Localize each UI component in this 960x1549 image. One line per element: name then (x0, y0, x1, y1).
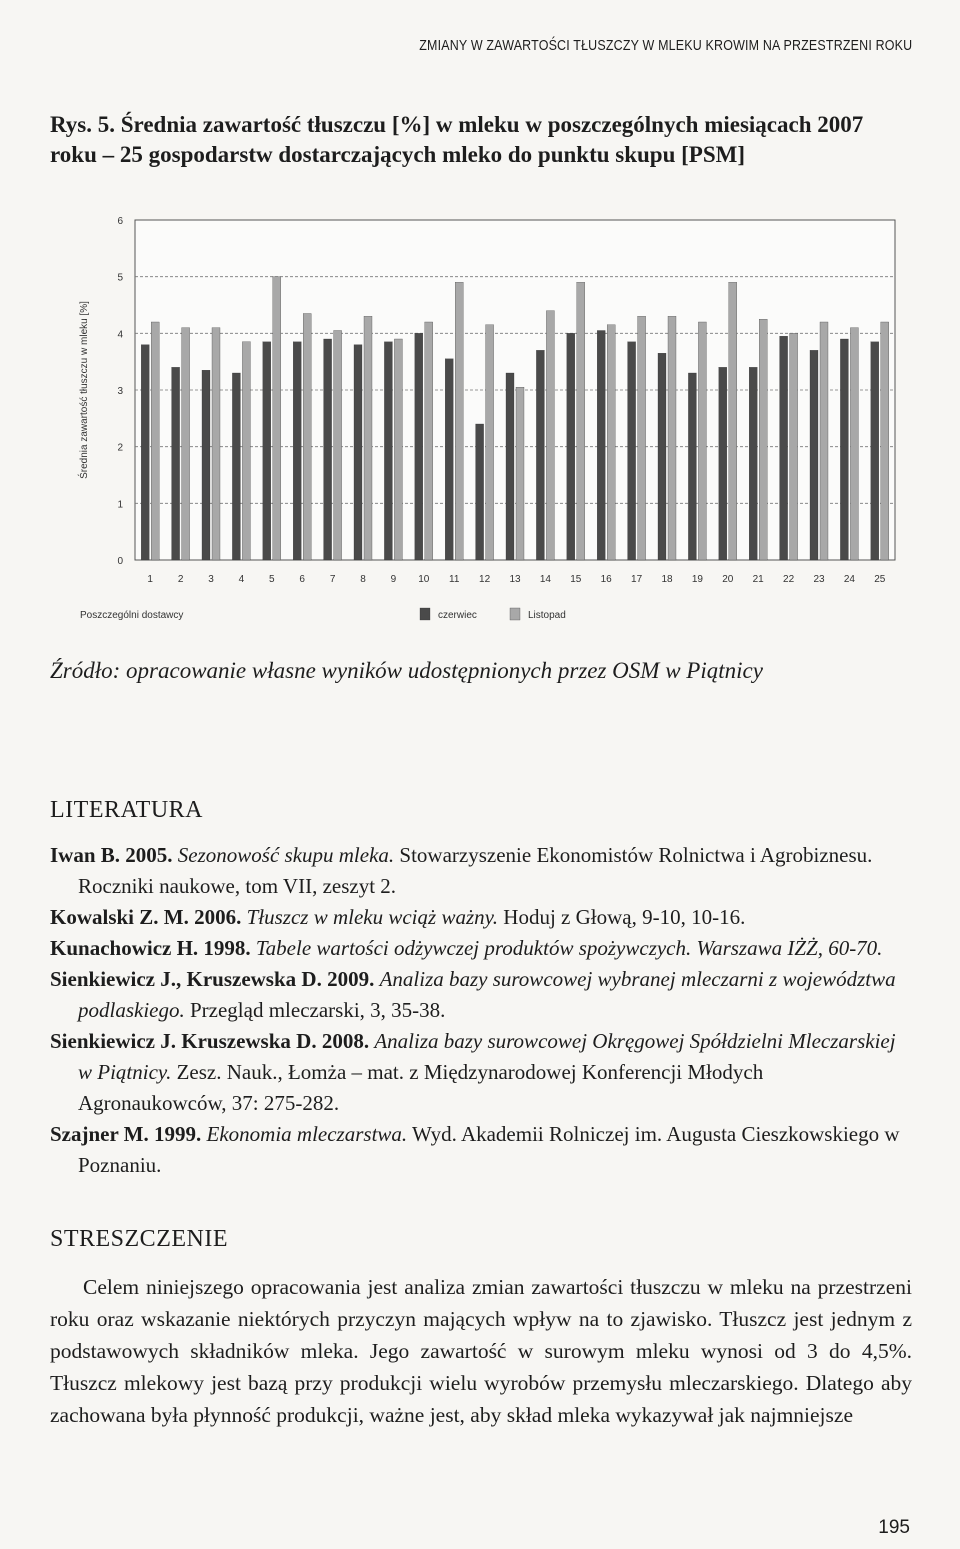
bar-listopad (486, 325, 494, 560)
x-tick-label: 6 (299, 574, 305, 585)
x-tick-label: 1 (147, 574, 153, 585)
bar-listopad (151, 322, 159, 560)
bar-czerwiec (445, 359, 453, 560)
bar-czerwiec (476, 424, 484, 560)
reference-item (50, 902, 912, 933)
reference-details: Wyd. Akademii Rolniczej im. Augusta Cieszkowskiego w Poznaniu. (78, 1122, 900, 1177)
bar-czerwiec (506, 373, 514, 560)
x-tick-label: 19 (691, 574, 703, 585)
reference-details: Zesz. Nauk., Łomża – mat. z Międzynarodowej Konferencji Młodych Agronaukowców, 37: 275-282. (78, 1060, 764, 1115)
reference-title: Ekonomia mleczarstwa. (206, 1122, 408, 1146)
bar-listopad (516, 387, 524, 560)
bar-czerwiec (324, 339, 332, 560)
reference-author: Sienkiewicz J., Kruszewska D. 2009. (50, 967, 375, 991)
x-tick-label: 3 (208, 574, 214, 585)
reference-author: Kunachowicz H. 1998. (50, 936, 251, 960)
legend-swatch (510, 608, 520, 620)
bar-czerwiec (871, 342, 879, 560)
y-tick-label: 5 (117, 272, 123, 284)
x-axis-label: Poszczególni dostawcy (80, 610, 184, 621)
reference-item (50, 1119, 912, 1181)
bar-czerwiec (141, 345, 149, 560)
bar-listopad (850, 328, 858, 560)
reference-title: Analiza bazy surowcowej Okręgowej Spółdzielni Mleczarskiej w Piątnicy. (78, 1029, 896, 1084)
reference-item (50, 1026, 912, 1119)
x-tick-label: 17 (631, 574, 643, 585)
abstract-heading: STRESZCZENIE (50, 1226, 228, 1252)
x-tick-label: 7 (329, 574, 336, 585)
x-tick-label: 4 (238, 574, 245, 585)
bar-czerwiec (536, 350, 544, 560)
bar-listopad (759, 319, 767, 560)
bar-listopad (698, 322, 706, 560)
bar-listopad (577, 282, 585, 560)
bar-listopad (334, 331, 342, 561)
bar-czerwiec (628, 342, 636, 560)
bar-czerwiec (719, 367, 727, 560)
bar-listopad (820, 322, 828, 560)
legend-label: czerwiec (438, 610, 477, 621)
bar-chart-svg (60, 200, 920, 650)
x-tick-label: 24 (843, 574, 855, 585)
bar-czerwiec (293, 342, 301, 560)
reference-details: Przegląd mleczarski, 3, 35-38. (189, 998, 446, 1022)
reference-list (50, 840, 912, 1181)
reference-item (50, 840, 912, 902)
x-tick-label: 9 (390, 574, 397, 585)
figure-source: Źródło: opracowanie własne wyników udostępnionych przez OSM w Piątnicy (50, 658, 763, 683)
bar-listopad (668, 316, 676, 560)
y-axis-label: Średnia zawartość tłuszczu w mleku [%] (79, 301, 90, 479)
bar-listopad (881, 322, 889, 560)
running-header: ZMIANY W ZAWARTOŚCI TŁUSZCZY W MLEKU KROWIM NA PRZESTRZENI ROKU (418, 38, 912, 54)
bar-czerwiec (415, 333, 423, 560)
abstract-paragraph: Celem niniejszego opracowania jest analiza zmian zawartości tłuszczu w mleku na przestrzeni roku oraz wskazanie niektórych przyczyn mających wpływ na to zjawisko. Tłuszcz jest jednym z podstawowych składników mleka. Jego zawartość w surowym mleku wynosi od 3 do 4,5%. Tłuszcz mlekowy jest bazą przy produkcji wielu wyrobów przemysłu mleczarskiego. Dlatego aby zachowana była płynność produkcji, ważne jest, aby skład mleka wykazywał jak najmniejsze (50, 1275, 912, 1427)
bar-listopad (273, 277, 281, 560)
x-tick-label: 25 (874, 574, 886, 585)
bar-czerwiec (810, 350, 818, 560)
legend-swatch (420, 608, 430, 620)
y-tick-label: 6 (117, 216, 123, 227)
legend-label: Listopad (528, 610, 566, 621)
bar-czerwiec (840, 339, 848, 560)
y-tick-label: 0 (117, 556, 123, 567)
bar-czerwiec (202, 370, 210, 560)
figure-caption: Rys. 5. Średnia zawartość tłuszczu [%] w mleku w poszczególnych miesiącach 2007 roku – 25 gospodarstw dostarczających mleko do punktu skupu [PSM] (50, 112, 864, 167)
x-tick-label: 10 (418, 574, 430, 585)
page-number: 195 (878, 1517, 910, 1538)
x-tick-label: 16 (600, 574, 612, 585)
bar-listopad (182, 328, 190, 560)
x-tick-label: 5 (269, 574, 275, 585)
y-tick-label: 4 (117, 329, 123, 341)
x-tick-label: 8 (360, 574, 366, 585)
bar-listopad (364, 316, 372, 560)
bar-czerwiec (172, 367, 180, 560)
bar-listopad (394, 339, 402, 560)
bar-listopad (546, 311, 554, 560)
bar-czerwiec (354, 345, 362, 560)
reference-author: Kowalski Z. M. 2006. (50, 905, 242, 929)
abstract-body (50, 1271, 912, 1431)
bar-czerwiec (780, 336, 788, 560)
x-tick-label: 14 (539, 574, 551, 585)
reference-title: Analiza bazy surowcowej wybranej mleczarni z województwa podlaskiego. (78, 967, 896, 1022)
x-tick-label: 2 (177, 574, 184, 585)
reference-title: Tabele wartości odżywczej produktów spożywczych. Warszawa IŻŻ, 60-70. (255, 936, 883, 960)
x-tick-label: 18 (661, 574, 673, 585)
literature-heading: LITERATURA (50, 797, 203, 823)
bar-listopad (638, 316, 646, 560)
bar-listopad (790, 333, 798, 560)
reference-author: Szajner M. 1999. (50, 1122, 202, 1146)
reference-item (50, 964, 912, 1026)
bar-listopad (303, 314, 311, 561)
y-tick-label: 3 (117, 386, 123, 397)
reference-author: Sienkiewicz J. Kruszewska D. 2008. (50, 1029, 370, 1053)
bar-listopad (425, 322, 433, 560)
x-tick-label: 21 (752, 574, 764, 585)
x-tick-label: 11 (449, 574, 460, 585)
x-tick-label: 20 (722, 574, 734, 585)
reference-title: Sezonowość skupu mleka. (177, 843, 395, 867)
reference-title: Tłuszcz w mleku wciąż ważny. (246, 905, 499, 929)
bar-czerwiec (688, 373, 696, 560)
y-tick-label: 1 (117, 499, 123, 511)
bar-czerwiec (232, 373, 240, 560)
bar-chart (60, 200, 920, 650)
bar-czerwiec (567, 333, 575, 560)
bar-czerwiec (749, 367, 757, 560)
bar-listopad (455, 282, 463, 560)
bar-czerwiec (384, 342, 392, 560)
reference-author: Iwan B. 2005. (50, 843, 173, 867)
x-tick-label: 22 (783, 574, 795, 585)
x-tick-label: 12 (479, 574, 491, 585)
x-tick-label: 23 (813, 574, 825, 585)
bar-czerwiec (263, 342, 271, 560)
bar-listopad (242, 342, 250, 560)
bar-czerwiec (597, 331, 605, 561)
reference-details: Stowarzyszenie Ekonomistów Rolnictwa i Agrobiznesu. Roczniki naukowe, tom VII, zeszyt 2. (78, 843, 873, 898)
bar-listopad (729, 282, 737, 560)
bar-czerwiec (658, 353, 666, 560)
y-tick-label: 2 (117, 442, 123, 454)
x-tick-label: 13 (509, 574, 521, 585)
bar-listopad (212, 328, 220, 560)
reference-item (50, 933, 912, 964)
bar-listopad (607, 325, 615, 560)
reference-details: Hoduj z Głową, 9-10, 10-16. (503, 905, 746, 929)
x-tick-label: 15 (570, 574, 582, 585)
